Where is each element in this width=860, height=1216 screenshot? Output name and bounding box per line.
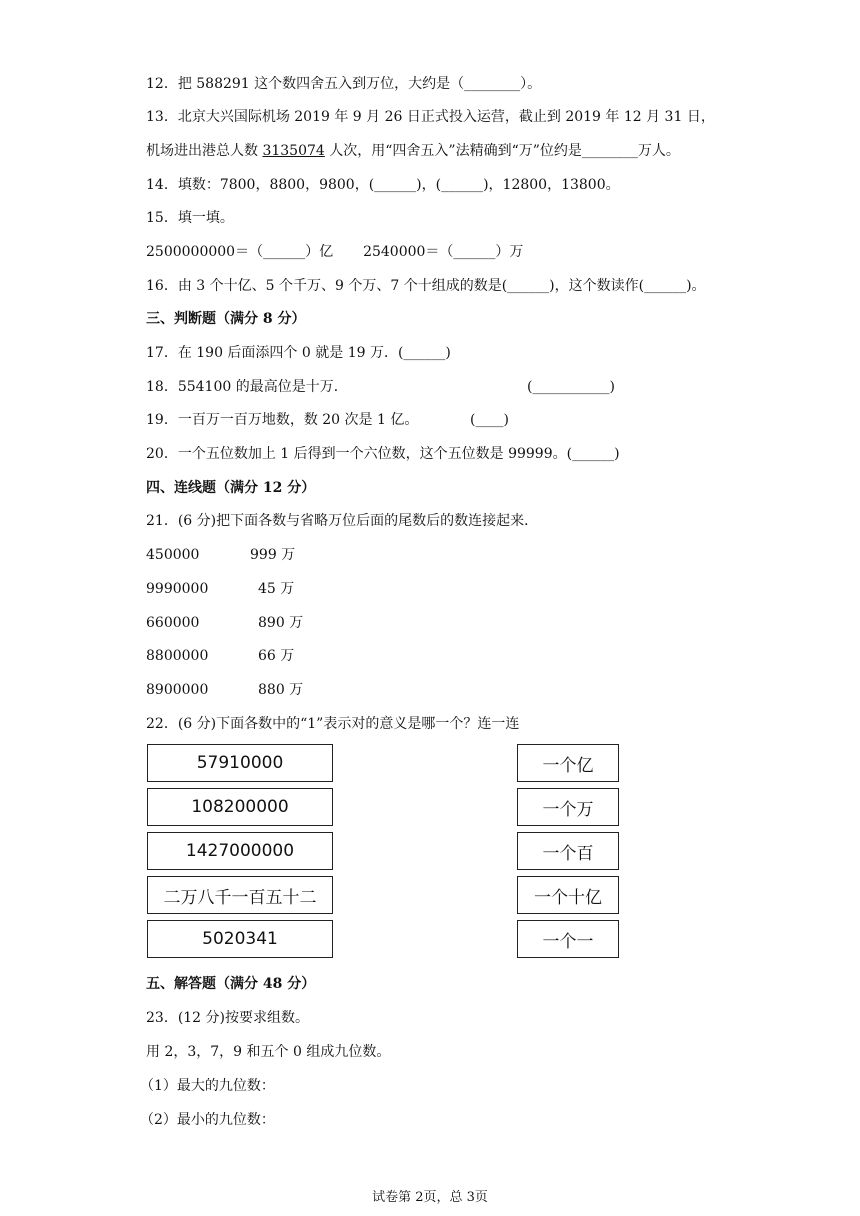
question-18	[146, 377, 348, 397]
q22-number-box: 57910000	[147, 744, 333, 782]
q21-left-item: 8900000	[146, 682, 209, 698]
question-19-blank: (____)	[470, 412, 509, 428]
question-19-text: 19．一百万一百万地数，数 20 次是 1 亿。	[146, 412, 419, 428]
question-23: 23．(12 分)按要求组数。	[146, 1010, 310, 1026]
question-18-text: 18．554100 的最高位是十万．	[146, 379, 348, 395]
q21-left-item: 450000	[146, 547, 200, 563]
q21-right-item: 66 万	[258, 648, 295, 664]
q22-meaning-box: 一个百	[517, 832, 619, 870]
question-15-a: 2500000000＝（______）亿	[146, 244, 334, 260]
question-12: 12．把 588291 这个数四舍五入到万位，大约是（________）。	[146, 76, 542, 92]
question-15-b: 2540000＝（______）万	[363, 244, 524, 260]
question-14: 14．填数：7800，8800，9800，(______)，(______)，12800，13800。	[146, 177, 620, 193]
q22-number-box: 二万八千一百五十二	[147, 876, 333, 914]
q21-left-item: 9990000	[146, 581, 209, 597]
question-20: 20．一个五位数加上 1 后得到一个六位数，这个五位数是 99999。(______)	[146, 446, 620, 462]
q22-meaning-box: 一个一	[517, 920, 619, 958]
q21-right-item: 999 万	[250, 547, 296, 563]
question-21: 21．(6 分)把下面各数与省略万位后面的尾数后的数连接起来．	[146, 513, 539, 529]
q21-right-item: 880 万	[258, 682, 304, 698]
q22-meaning-box: 一个亿	[517, 744, 619, 782]
q22-number-box: 5020341	[147, 920, 333, 958]
q21-left-item: 8800000	[146, 648, 209, 664]
q21-right-item: 45 万	[258, 581, 295, 597]
page-footer: 试卷第 2页，总 3页	[372, 1190, 488, 1205]
question-15: 15．填一填。	[146, 210, 234, 226]
question-13-text-end: 人次，用“四舍五入”法精确到“万”位约是________万人。	[324, 143, 680, 159]
q22-number-box: 1427000000	[147, 832, 333, 870]
q21-left-item: 660000	[146, 615, 200, 631]
q22-number-box: 108200000	[147, 788, 333, 826]
question-17: 17．在 190 后面添四个 0 就是 19 万．(______)	[146, 345, 451, 361]
question-22: 22．(6 分)下面各数中的“1”表示对的意义是哪一个？连一连	[146, 716, 520, 732]
q21-right-item: 890 万	[258, 615, 304, 631]
section-4-heading: 四、连线题（满分 12 分）	[146, 480, 316, 496]
question-13-text: 机场进出港总人数	[146, 143, 263, 159]
question-16: 16．由 3 个十亿、5 个千万、9 个万、7 个十组成的数是(______)，这个数读作(______)。	[146, 278, 706, 294]
question-23-description: 用 2，3，7，9 和五个 0 组成九位数。	[146, 1044, 391, 1060]
question-13-line1: 13．北京大兴国际机场 2019 年 9 月 26 日正式投入运营，截止到 2019 年 12 月 31 日，	[146, 109, 715, 125]
question-23-part-2: （2）最小的九位数：	[140, 1112, 275, 1128]
question-13-line2	[146, 141, 680, 161]
passenger-count: 3135074	[262, 143, 325, 159]
q22-meaning-box: 一个万	[517, 788, 619, 826]
q22-meaning-box: 一个十亿	[517, 876, 619, 914]
question-15-items	[146, 242, 523, 262]
section-3-heading: 三、判断题（满分 8 分）	[146, 311, 306, 327]
question-18-blank: (___________)	[527, 379, 615, 395]
question-23-part-1: （1）最大的九位数：	[140, 1078, 275, 1094]
section-5-heading: 五、解答题（满分 48 分）	[146, 976, 316, 992]
